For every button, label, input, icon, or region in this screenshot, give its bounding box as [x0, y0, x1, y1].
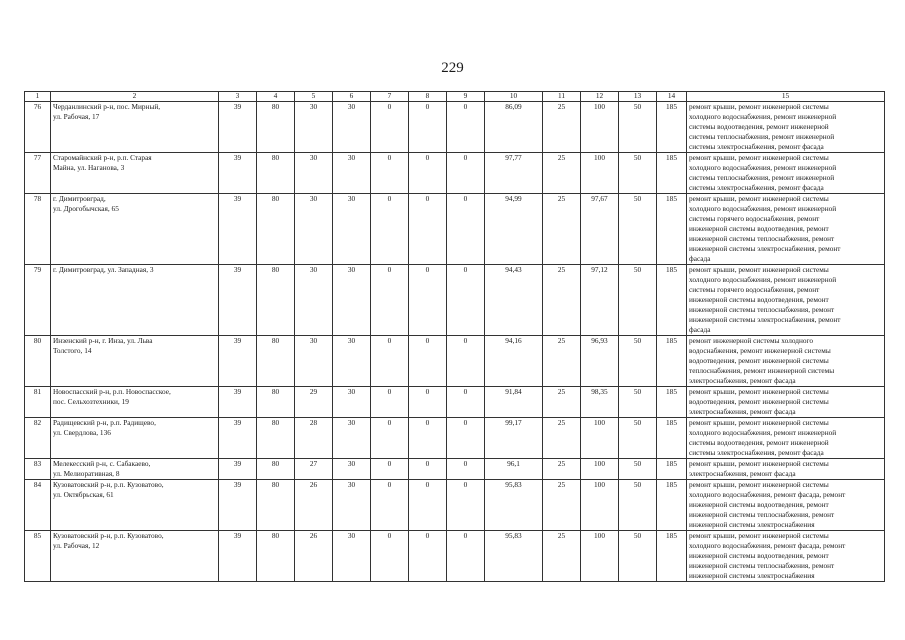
table-row — [25, 459, 885, 480]
value-cell-c3: 39 — [219, 153, 257, 194]
address-line: Кузоватовский р-н, р.п. Кузоватово, — [53, 480, 164, 489]
value-cell-c12: 100 — [581, 102, 619, 153]
value-cell-c9: 0 — [447, 194, 485, 265]
address-line: г. Димитровград, — [53, 194, 106, 203]
value-cell-c11: 25 — [543, 459, 581, 480]
value-cell-c13: 50 — [619, 336, 657, 387]
address-line: Черданлинский р-н, пос. Мирный, — [53, 102, 161, 111]
address-line: г. Димитровград, ул. Западная, 3 — [53, 265, 154, 274]
value-cell-c7: 0 — [371, 336, 409, 387]
works-line: инженерной системы электроснабжения — [689, 520, 815, 529]
value-cell-c10: 94,16 — [485, 336, 543, 387]
value-cell-c13: 50 — [619, 387, 657, 418]
value-cell-c13: 50 — [619, 265, 657, 336]
address-line: Новоспасский р-н, р.п. Новоспасское, — [53, 387, 171, 396]
value-cell-c14: 185 — [657, 459, 687, 480]
row-number: 82 — [25, 418, 51, 459]
value-cell-c5: 26 — [295, 531, 333, 582]
address-line: пос. Сельхозтехники, 19 — [53, 397, 129, 406]
column-number-row — [25, 92, 885, 102]
address-line: ул. Рабочая, 17 — [53, 112, 100, 121]
address-line: ул. Рабочая, 12 — [53, 541, 100, 550]
address-cell — [51, 336, 219, 387]
value-cell-c8: 0 — [409, 265, 447, 336]
works-line: ремонт крыши, ремонт инженерной системы — [689, 265, 829, 274]
value-cell-c13: 50 — [619, 480, 657, 531]
address-line: ул. Свердлова, 136 — [53, 428, 111, 437]
address-line: ул. Октябрьская, 61 — [53, 490, 114, 499]
works-line: ремонт крыши, ремонт инженерной системы — [689, 531, 829, 540]
works-line: инженерной системы водоотведения, ремонт — [689, 551, 829, 560]
value-cell-c8: 0 — [409, 531, 447, 582]
works-line: фасада — [689, 325, 711, 334]
works-line: инженерной системы электроснабжения — [689, 571, 815, 580]
value-cell-c12: 96,93 — [581, 336, 619, 387]
value-cell-c13: 50 — [619, 102, 657, 153]
value-cell-c7: 0 — [371, 265, 409, 336]
address-line: Радищевский р-н, р.п. Радищево, — [53, 418, 156, 427]
col-num: 7 — [371, 92, 409, 102]
works-line: системы теплоснабжения, ремонт инженерной — [689, 132, 835, 141]
value-cell-c6: 30 — [333, 459, 371, 480]
works-line: холодного водоснабжения, ремонт инженерной — [689, 112, 837, 121]
value-cell-c6: 30 — [333, 480, 371, 531]
value-cell-c14: 185 — [657, 387, 687, 418]
value-cell-c12: 100 — [581, 531, 619, 582]
value-cell-c9: 0 — [447, 265, 485, 336]
value-cell-c12: 100 — [581, 153, 619, 194]
works-line: системы теплоснабжения, ремонт инженерной — [689, 173, 835, 182]
works-line: холодного водоснабжения, ремонт инженерной — [689, 204, 837, 213]
value-cell-c12: 97,67 — [581, 194, 619, 265]
value-cell-c4: 80 — [257, 480, 295, 531]
works-line: холодного водоснабжения, ремонт инженерной — [689, 428, 837, 437]
works-line: инженерной системы теплоснабжения, ремонт — [689, 234, 835, 243]
value-cell-c4: 80 — [257, 194, 295, 265]
row-number: 79 — [25, 265, 51, 336]
col-num: 9 — [447, 92, 485, 102]
value-cell-c6: 30 — [333, 153, 371, 194]
col-num: 5 — [295, 92, 333, 102]
works-line: ремонт крыши, ремонт инженерной системы — [689, 418, 829, 427]
works-cell — [687, 102, 885, 153]
value-cell-c11: 25 — [543, 336, 581, 387]
value-cell-c8: 0 — [409, 387, 447, 418]
value-cell-c3: 39 — [219, 480, 257, 531]
value-cell-c9: 0 — [447, 531, 485, 582]
works-line: теплоснабжения, ремонт инженерной системы — [689, 366, 835, 375]
works-cell — [687, 459, 885, 480]
works-line: холодного водоснабжения, ремонт фасада, ремонт — [689, 541, 846, 550]
works-line: ремонт крыши, ремонт инженерной системы — [689, 194, 829, 203]
address-cell — [51, 153, 219, 194]
address-cell — [51, 387, 219, 418]
value-cell-c14: 185 — [657, 336, 687, 387]
value-cell-c12: 100 — [581, 480, 619, 531]
value-cell-c11: 25 — [543, 480, 581, 531]
value-cell-c10: 97,77 — [485, 153, 543, 194]
housing-repair-table — [24, 91, 885, 582]
works-cell — [687, 480, 885, 531]
value-cell-c5: 30 — [295, 153, 333, 194]
page-number: 229 — [441, 60, 464, 76]
address-cell — [51, 531, 219, 582]
works-cell — [687, 418, 885, 459]
value-cell-c13: 50 — [619, 531, 657, 582]
value-cell-c5: 30 — [295, 336, 333, 387]
value-cell-c3: 39 — [219, 387, 257, 418]
works-line: водоотведения, ремонт инженерной системы — [689, 397, 829, 406]
value-cell-c3: 39 — [219, 336, 257, 387]
value-cell-c9: 0 — [447, 102, 485, 153]
col-num: 15 — [687, 92, 885, 102]
address-cell — [51, 265, 219, 336]
value-cell-c9: 0 — [447, 153, 485, 194]
value-cell-c9: 0 — [447, 480, 485, 531]
value-cell-c7: 0 — [371, 480, 409, 531]
col-num: 8 — [409, 92, 447, 102]
value-cell-c7: 0 — [371, 459, 409, 480]
value-cell-c11: 25 — [543, 102, 581, 153]
row-number: 78 — [25, 194, 51, 265]
works-line: электроснабжения, ремонт фасада — [689, 469, 796, 478]
value-cell-c10: 96,1 — [485, 459, 543, 480]
address-cell — [51, 102, 219, 153]
value-cell-c14: 185 — [657, 480, 687, 531]
address-line: ул. Дрогобычская, 65 — [53, 204, 119, 213]
value-cell-c4: 80 — [257, 459, 295, 480]
col-num: 4 — [257, 92, 295, 102]
value-cell-c10: 95,83 — [485, 480, 543, 531]
works-line: инженерной системы теплоснабжения, ремонт — [689, 510, 835, 519]
value-cell-c10: 95,83 — [485, 531, 543, 582]
table-row — [25, 387, 885, 418]
value-cell-c8: 0 — [409, 194, 447, 265]
value-cell-c3: 39 — [219, 194, 257, 265]
col-num: 3 — [219, 92, 257, 102]
value-cell-c7: 0 — [371, 531, 409, 582]
value-cell-c4: 80 — [257, 336, 295, 387]
works-line: системы водоотведения, ремонт инженерной — [689, 438, 829, 447]
works-line: ремонт крыши, ремонт инженерной системы — [689, 102, 829, 111]
value-cell-c11: 25 — [543, 387, 581, 418]
works-line: системы электроснабжения, ремонт фасада — [689, 183, 824, 192]
address-line: Старомайнский р-н, р.п. Старая — [53, 153, 152, 162]
table-row — [25, 153, 885, 194]
works-line: системы водоотведения, ремонт инженерной — [689, 122, 829, 131]
value-cell-c8: 0 — [409, 102, 447, 153]
works-line: инженерной системы водоотведения, ремонт — [689, 500, 829, 509]
value-cell-c14: 185 — [657, 265, 687, 336]
works-line: ремонт инженерной системы холодного — [689, 336, 814, 345]
value-cell-c10: 86,09 — [485, 102, 543, 153]
value-cell-c9: 0 — [447, 459, 485, 480]
col-num: 2 — [51, 92, 219, 102]
value-cell-c8: 0 — [409, 459, 447, 480]
value-cell-c7: 0 — [371, 153, 409, 194]
value-cell-c14: 185 — [657, 194, 687, 265]
value-cell-c7: 0 — [371, 418, 409, 459]
value-cell-c5: 30 — [295, 102, 333, 153]
works-line: электроснабжения, ремонт фасада — [689, 407, 796, 416]
works-cell — [687, 531, 885, 582]
works-cell — [687, 387, 885, 418]
col-num: 11 — [543, 92, 581, 102]
value-cell-c14: 185 — [657, 102, 687, 153]
works-line: инженерной системы электроснабжения, ремонт — [689, 244, 841, 253]
table-row — [25, 336, 885, 387]
value-cell-c14: 185 — [657, 531, 687, 582]
row-number: 76 — [25, 102, 51, 153]
works-line: холодного водоснабжения, ремонт фасада, ремонт — [689, 490, 846, 499]
works-line: инженерной системы теплоснабжения, ремонт — [689, 305, 835, 314]
value-cell-c3: 39 — [219, 459, 257, 480]
works-line: водоотведения, ремонт инженерной системы — [689, 356, 829, 365]
table-row — [25, 102, 885, 153]
value-cell-c9: 0 — [447, 418, 485, 459]
value-cell-c14: 185 — [657, 153, 687, 194]
value-cell-c4: 80 — [257, 102, 295, 153]
value-cell-c6: 30 — [333, 102, 371, 153]
address-cell — [51, 459, 219, 480]
works-cell — [687, 194, 885, 265]
works-line: системы горячего водоснабжения, ремонт — [689, 285, 820, 294]
works-cell — [687, 265, 885, 336]
address-line: Инзенский р-н, г. Инза, ул. Льва — [53, 336, 153, 345]
row-number: 85 — [25, 531, 51, 582]
value-cell-c6: 30 — [333, 336, 371, 387]
value-cell-c13: 50 — [619, 194, 657, 265]
table-row — [25, 418, 885, 459]
row-number: 80 — [25, 336, 51, 387]
value-cell-c3: 39 — [219, 102, 257, 153]
value-cell-c14: 185 — [657, 418, 687, 459]
works-line: системы электроснабжения, ремонт фасада — [689, 142, 824, 151]
works-line: системы горячего водоснабжения, ремонт — [689, 214, 820, 223]
value-cell-c8: 0 — [409, 418, 447, 459]
address-cell — [51, 480, 219, 531]
value-cell-c6: 30 — [333, 194, 371, 265]
col-num: 1 — [25, 92, 51, 102]
value-cell-c11: 25 — [543, 265, 581, 336]
value-cell-c12: 100 — [581, 459, 619, 480]
works-line: инженерной системы водоотведения, ремонт — [689, 224, 829, 233]
value-cell-c8: 0 — [409, 480, 447, 531]
works-line: фасада — [689, 254, 711, 263]
value-cell-c3: 39 — [219, 531, 257, 582]
works-cell — [687, 153, 885, 194]
value-cell-c12: 98,35 — [581, 387, 619, 418]
value-cell-c12: 100 — [581, 418, 619, 459]
value-cell-c10: 99,17 — [485, 418, 543, 459]
value-cell-c7: 0 — [371, 387, 409, 418]
works-line: ремонт крыши, ремонт инженерной системы — [689, 387, 829, 396]
value-cell-c4: 80 — [257, 531, 295, 582]
value-cell-c11: 25 — [543, 418, 581, 459]
value-cell-c11: 25 — [543, 531, 581, 582]
value-cell-c6: 30 — [333, 387, 371, 418]
value-cell-c5: 30 — [295, 194, 333, 265]
address-line: Майна, ул. Наганова, 3 — [53, 163, 125, 172]
address-line: Мелекесский р-н, с. Сабакаево, — [53, 459, 151, 468]
value-cell-c5: 26 — [295, 480, 333, 531]
value-cell-c9: 0 — [447, 387, 485, 418]
works-line: ремонт крыши, ремонт инженерной системы — [689, 480, 829, 489]
row-number: 77 — [25, 153, 51, 194]
value-cell-c7: 0 — [371, 194, 409, 265]
value-cell-c10: 94,43 — [485, 265, 543, 336]
works-cell — [687, 336, 885, 387]
value-cell-c5: 30 — [295, 265, 333, 336]
address-line: Кузоватовский р-н, р.п. Кузоватово, — [53, 531, 164, 540]
value-cell-c9: 0 — [447, 336, 485, 387]
value-cell-c6: 30 — [333, 418, 371, 459]
works-line: холодного водоснабжения, ремонт инженерной — [689, 275, 837, 284]
address-cell — [51, 194, 219, 265]
table-row — [25, 480, 885, 531]
value-cell-c3: 39 — [219, 418, 257, 459]
address-line: ул. Мелиоративная, 8 — [53, 469, 120, 478]
row-number: 84 — [25, 480, 51, 531]
table-row — [25, 265, 885, 336]
address-line: Толстого, 14 — [53, 346, 92, 355]
value-cell-c3: 39 — [219, 265, 257, 336]
value-cell-c4: 80 — [257, 153, 295, 194]
value-cell-c8: 0 — [409, 336, 447, 387]
value-cell-c12: 97,12 — [581, 265, 619, 336]
value-cell-c7: 0 — [371, 102, 409, 153]
row-number: 81 — [25, 387, 51, 418]
table-row — [25, 194, 885, 265]
works-line: инженерной системы водоотведения, ремонт — [689, 295, 829, 304]
col-num: 6 — [333, 92, 371, 102]
value-cell-c11: 25 — [543, 153, 581, 194]
works-line: ремонт крыши, ремонт инженерной системы — [689, 153, 829, 162]
address-cell — [51, 418, 219, 459]
works-line: электроснабжения, ремонт фасада — [689, 376, 796, 385]
value-cell-c4: 80 — [257, 418, 295, 459]
col-num: 13 — [619, 92, 657, 102]
value-cell-c5: 27 — [295, 459, 333, 480]
value-cell-c6: 30 — [333, 531, 371, 582]
works-line: инженерной системы теплоснабжения, ремонт — [689, 561, 835, 570]
works-line: системы электроснабжения, ремонт фасада — [689, 448, 824, 457]
value-cell-c5: 29 — [295, 387, 333, 418]
value-cell-c11: 25 — [543, 194, 581, 265]
works-line: инженерной системы электроснабжения, ремонт — [689, 315, 841, 324]
col-num: 10 — [485, 92, 543, 102]
works-line: ремонт крыши, ремонт инженерной системы — [689, 459, 829, 468]
value-cell-c13: 50 — [619, 459, 657, 480]
value-cell-c8: 0 — [409, 153, 447, 194]
value-cell-c13: 50 — [619, 418, 657, 459]
col-num: 14 — [657, 92, 687, 102]
works-line: холодного водоснабжения, ремонт инженерной — [689, 163, 837, 172]
works-line: водоснабжения, ремонт инженерной системы — [689, 346, 831, 355]
value-cell-c4: 80 — [257, 387, 295, 418]
value-cell-c10: 91,84 — [485, 387, 543, 418]
col-num: 12 — [581, 92, 619, 102]
row-number: 83 — [25, 459, 51, 480]
table-row — [25, 531, 885, 582]
value-cell-c13: 50 — [619, 153, 657, 194]
value-cell-c6: 30 — [333, 265, 371, 336]
value-cell-c10: 94,99 — [485, 194, 543, 265]
value-cell-c5: 28 — [295, 418, 333, 459]
value-cell-c4: 80 — [257, 265, 295, 336]
